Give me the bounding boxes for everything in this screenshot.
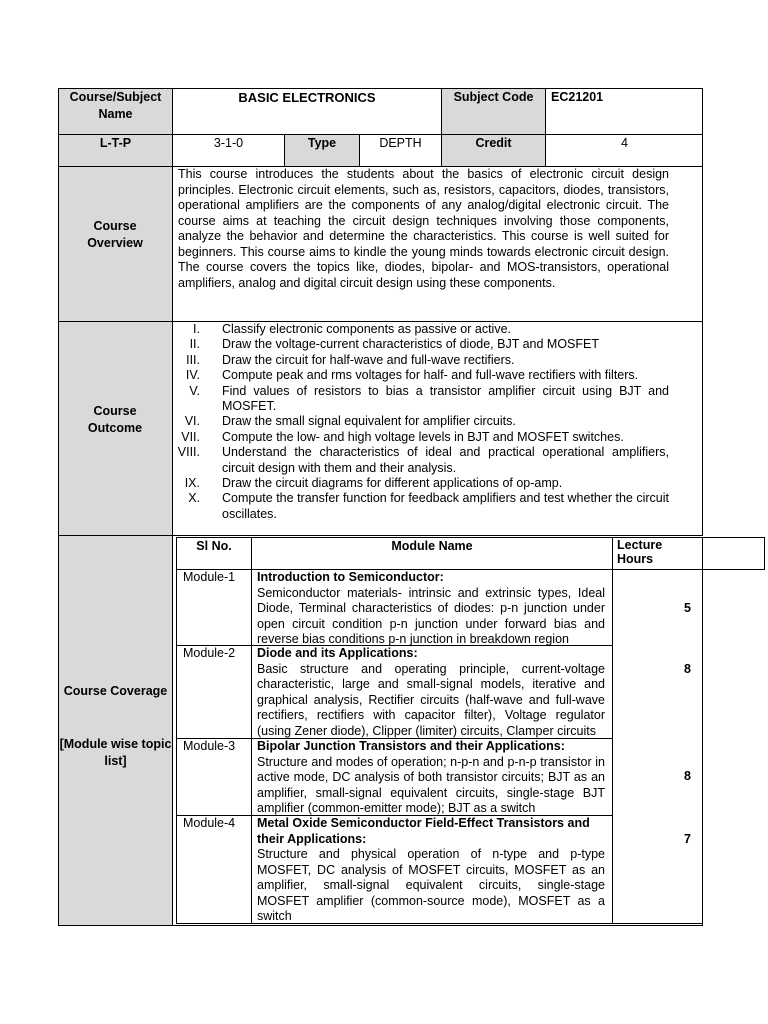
credit-value: 4	[621, 136, 628, 150]
module-topics: Basic structure and operating principle, current-voltage characteristic, large and small-signal models, iterative and graphical analysis, Rectifier circuits (half-wave and full-wave rectifiers, rectifiers with capacitor filter), Voltage regulator (using Zener diode), Clipper (limiter) circuits, Clamper circuits	[257, 661, 605, 738]
ltp-label: L-T-P	[99, 136, 132, 150]
module-topics: Structure and physical operation of n-type and p-type MOSFET, DC analysis of MOSFET circuits, MOSFET as an amplifier, small-signal equivalent circuits, single-stage MOSFET amplifier (common-source mode), MOSFET as a switch	[257, 847, 605, 923]
course-overview-label: Course Overview	[87, 219, 143, 250]
col-hours-header: Lecture Hours	[617, 538, 663, 566]
col-sl-header: Sl No.	[196, 539, 232, 553]
outcome-text: Draw the circuit for half-wave and full-wave rectifiers.	[222, 352, 515, 367]
outcome-text: Compute peak and rms voltages for half- and full-wave rectifiers with filters.	[222, 368, 639, 383]
course-name-label: Course/Subject Name	[69, 90, 162, 121]
subject-code-label: Subject Code	[453, 90, 534, 104]
ltp-value: 3-1-0	[213, 136, 244, 150]
module-id: Module-2	[183, 646, 236, 660]
credit-label: Credit	[475, 136, 512, 150]
module-title: Metal Oxide Semiconductor Field-Effect Transistors and their Applications:	[257, 816, 590, 846]
outcome-number: VIII.	[177, 445, 200, 460]
type-value: DEPTH	[379, 136, 422, 150]
module-title: Introduction to Semiconductor:	[257, 570, 444, 584]
outcome-text: Compute the transfer function for feedback amplifiers and test whether the circuit oscillates.	[222, 491, 669, 521]
module-title: Bipolar Junction Transistors and their Applications:	[257, 739, 565, 753]
outcome-text: Compute the low- and high voltage levels in BJT and MOSFET switches.	[222, 429, 624, 444]
module-hours: 7	[684, 832, 691, 846]
module-id: Module-3	[183, 739, 236, 753]
outcome-number: V.	[189, 383, 200, 398]
outcome-item	[175, 445, 669, 476]
outcome-text: Find values of resistors to bias a transistor amplifier circuit using BJT and MOSFET.	[222, 383, 669, 414]
module-description	[257, 646, 605, 739]
course-overview-text: This course introduces the students about the basics of electronic circuit design principles. Electronic circuit elements, such as, resistors, capacitors, diodes, transistors, operational amplifiers are the components of any analog/digital electronic circuit. The course aims at teaching the circuit design techniques involving those components, analyze the behavior and determine the characteristics. This course is well suited for beginners. This course aims to kindle the young minds towards electronic circuit design. The course covers the topics like, diodes, bipolar- and MOS-transistors, operational amplifiers, analog and digital circuit design using these components.	[178, 167, 669, 290]
outcome-number: IV.	[185, 368, 200, 383]
outcome-number: I.	[193, 322, 200, 336]
outcome-number: III.	[186, 352, 200, 367]
outcome-text: Understand the characteristics of ideal and practical operational amplifiers, circuit design with them and their analysis.	[222, 445, 669, 475]
module-id: Module-4	[183, 816, 236, 830]
module-hours: 8	[684, 662, 691, 676]
outcome-item	[175, 430, 669, 445]
course-outcome-list	[175, 322, 669, 522]
outcome-number: VII.	[181, 429, 200, 444]
course-name: BASIC ELECTRONICS	[238, 90, 376, 105]
outcome-item	[175, 353, 669, 368]
module-hours: 8	[684, 769, 691, 783]
module-title: Diode and its Applications:	[257, 646, 418, 660]
outcome-number: II.	[189, 337, 200, 352]
outcome-item	[175, 476, 669, 491]
outcome-item	[175, 337, 669, 352]
outcome-item	[175, 322, 669, 337]
module-topics: Structure and modes of operation; n-p-n and p-n-p transistor in active mode, DC analysis of both transistor circuits; BJT as an amplifier, small-signal equivalent circuits, single-stage BJT amplifier (common-emitter mode); BJT as a switch	[257, 754, 605, 815]
outcome-text: Draw the small signal equivalent for amplifier circuits.	[222, 414, 516, 429]
outcome-number: X.	[188, 491, 200, 506]
module-hours: 5	[684, 601, 691, 615]
outcome-text: Draw the voltage-current characteristics of diode, BJT and MOSFET	[222, 337, 600, 352]
outcome-number: IX.	[184, 476, 200, 491]
course-outcome-label: Course Outcome	[87, 404, 143, 435]
module-topics: Semiconductor materials- intrinsic and extrinsic types, Ideal Diode, Terminal characteristics of diodes: p-n junction under open circuit condition p-n junction under forward bias and reverse bias conditions p-n junction in breakdown region	[257, 585, 605, 646]
outcome-item	[175, 491, 669, 522]
course-coverage-label: Course Coverage	[63, 684, 168, 698]
label-bg	[59, 536, 172, 925]
module-description	[257, 570, 605, 648]
outcome-text: Draw the circuit diagrams for different applications of op-amp.	[222, 476, 563, 491]
module-description	[257, 816, 605, 925]
outcome-item	[175, 414, 669, 429]
outcome-number: VI.	[184, 414, 200, 429]
type-label: Type	[307, 136, 337, 150]
subject-code: EC21201	[551, 90, 604, 104]
module-description	[257, 739, 605, 817]
col-module-header: Module Name	[391, 539, 473, 553]
outcome-item	[175, 384, 669, 415]
course-coverage-sublabel: [Module wise topic list]	[59, 737, 172, 768]
module-id: Module-1	[183, 570, 236, 584]
outcome-text: Classify electronic components as passive or active.	[222, 322, 512, 336]
outcome-item	[175, 368, 669, 383]
